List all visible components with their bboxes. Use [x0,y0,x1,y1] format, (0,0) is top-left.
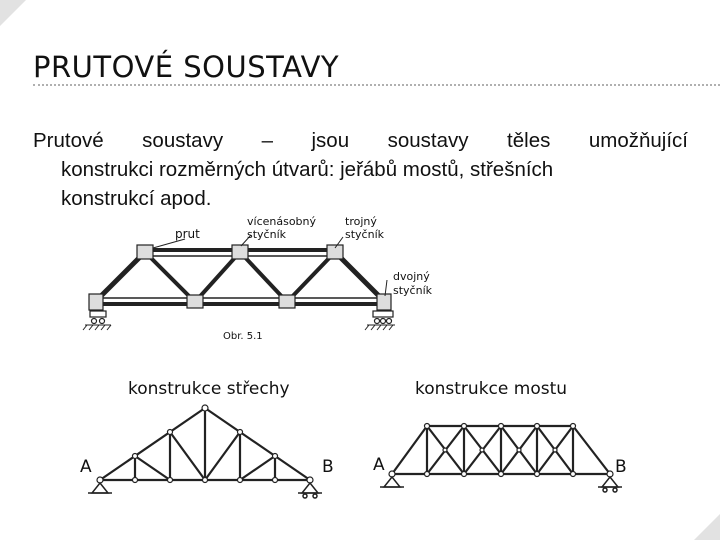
truss-joints-diagram [65,212,455,345]
corner-decoration-top-left [0,0,26,26]
label-trojny-stycnik: styčník [345,228,384,241]
label-prut: prut [175,227,200,241]
corner-decoration-bottom-right [694,514,720,540]
label-dvojny: dvojný [393,270,430,283]
label-trojny: trojný [345,215,377,228]
paragraph-line-2: konstrukci rozměrných útvarů: jeřábů mostů, střešních [61,158,554,181]
roof-truss-diagram [70,372,360,507]
paragraph-line-1: Prutové soustavy – jsou soustavy těles umožňující [33,129,688,152]
bridge-truss-title: konstrukce mostu [415,379,568,399]
label-dvojny-stycnik: styčník [393,284,432,297]
roof-truss-title: konstrukce střechy [128,379,290,399]
roof-truss-figure [70,372,360,507]
bridge-support-b: B [615,457,627,477]
paragraph-line-3: konstrukcí apod. [61,187,212,210]
roof-support-b: B [322,457,334,477]
slide-paragraph [33,126,688,213]
slide-title: PRUTOVÉ SOUSTAVY [33,50,340,84]
truss-joints-figure [65,212,455,345]
bridge-truss-figure [365,378,640,508]
roof-support-a: A [80,457,92,477]
label-vicenasobny-stycnik: styčník [247,228,286,241]
label-vicenasobny: vícenásobný [247,215,317,228]
bridge-truss-diagram [365,378,640,508]
title-divider [33,84,720,86]
figure-caption: Obr. 5.1 [223,331,263,342]
bridge-support-a: A [373,455,385,475]
